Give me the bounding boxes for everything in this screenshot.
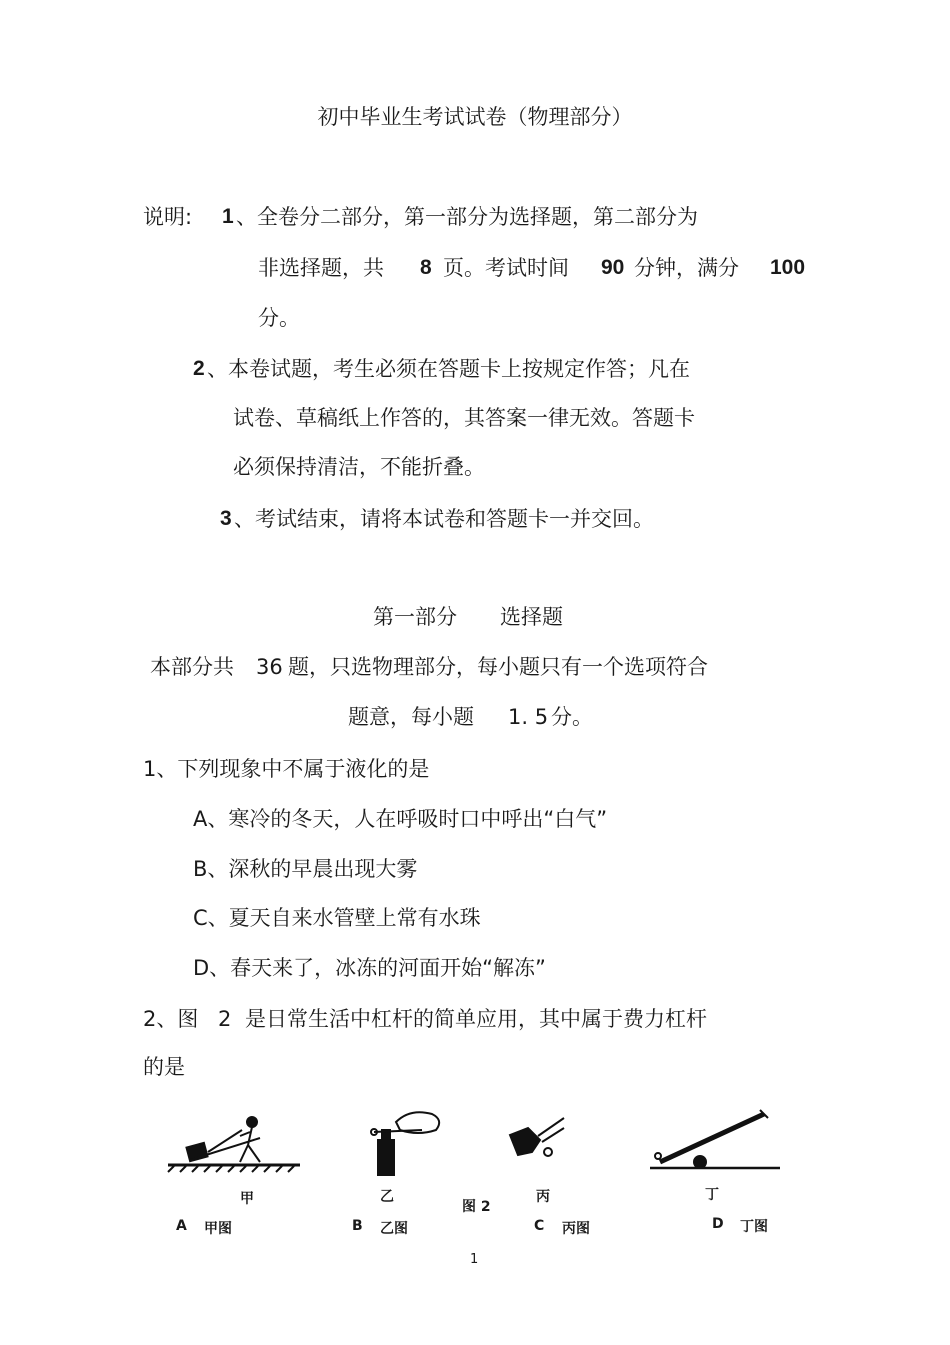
figure-sublabel-bing: 丙 <box>536 1189 550 1205</box>
figure-2 <box>160 1100 800 1240</box>
note-1-line-1: 、全卷分二部分，第一部分为选择题，第二部分为 <box>236 205 698 229</box>
figure-option-d-text: 丁图 <box>740 1219 768 1235</box>
q2-stem-line-2: 的是 <box>143 1055 185 1079</box>
section-intro-d: 分。 <box>551 705 593 729</box>
figure-yi-drawing <box>371 1112 439 1175</box>
note-3-line-1: 、考试结束，请将本试卷和答题卡一并交回。 <box>234 507 654 531</box>
figure-caption: 图 2 <box>462 1199 491 1215</box>
figure-sublabel-jia: 甲 <box>240 1191 254 1207</box>
figure-sublabel-ding: 丁 <box>705 1187 719 1203</box>
section-title-a: 第一部分 <box>373 605 457 629</box>
figure-option-b-text: 乙图 <box>380 1221 408 1237</box>
section-intro-c: 题意，每小题 <box>348 705 474 729</box>
q1-option-d: D、春天来了，冰冻的河面开始“解冻” <box>193 956 546 980</box>
q1-option-c: C、夏天自来水管壁上常有水珠 <box>193 906 481 930</box>
note-1-line-2a: 非选择题，共 <box>258 256 384 280</box>
q1-option-a: A、寒冷的冬天，人在呼吸时口中呼出“白气” <box>193 807 608 831</box>
q2-stem-b: 是日常生活中杠杆的简单应用，其中属于费力杠杆 <box>245 1007 707 1031</box>
figure-jia-drawing <box>168 1117 300 1172</box>
q1-stem: 1、下列现象中不属于液化的是 <box>143 757 430 781</box>
q2-stem-figure: 2 <box>218 1007 232 1031</box>
note-1-time: 90 <box>601 256 625 279</box>
figure-option-b-letter: B <box>352 1218 363 1234</box>
note-2-number: 2 <box>193 357 205 380</box>
note-1-line-3: 分。 <box>258 306 300 330</box>
figure-option-c-text: 丙图 <box>562 1221 590 1237</box>
note-1-pages: 8 <box>420 256 432 279</box>
note-1-line-2b: 页。考试时间 <box>443 256 569 280</box>
note-3-number: 3 <box>220 507 232 530</box>
q2-stem-a: 2、图 <box>143 1007 199 1031</box>
section-title-b: 选择题 <box>500 605 563 629</box>
section-intro-count: 36 <box>256 655 283 679</box>
note-1-score: 100 <box>770 256 806 279</box>
figure-2-drawing <box>160 1100 800 1240</box>
note-2-line-2: 试卷、草稿纸上作答的，其答案一律无效。答题卡 <box>233 406 695 430</box>
note-2-line-1: 、本卷试题，考生必须在答题卡上按规定作答；凡在 <box>207 357 690 381</box>
page-title: 初中毕业生考试试卷（物理部分） <box>317 105 633 129</box>
figure-option-a-text: 甲图 <box>204 1221 232 1237</box>
figure-bing-drawing <box>510 1118 564 1156</box>
section-intro-score: 1. 5 <box>508 705 549 729</box>
figure-option-c-letter: C <box>534 1218 545 1234</box>
page-number: 1 <box>470 1252 479 1267</box>
figure-option-a-letter: A <box>176 1218 187 1234</box>
note-1-number: 1 <box>222 205 234 228</box>
figure-sublabel-yi: 乙 <box>380 1189 394 1205</box>
note-2-line-3: 必须保持清洁，不能折叠。 <box>233 455 485 479</box>
q1-option-b: B、深秋的早晨出现大雾 <box>193 857 418 881</box>
notes-label: 说明: <box>143 205 193 229</box>
note-1-line-2c: 分钟，满分 <box>634 256 739 280</box>
figure-ding-drawing <box>650 1110 780 1168</box>
section-intro-b: 题，只选物理部分，每小题只有一个选项符合 <box>288 655 708 679</box>
section-intro-a: 本部分共 <box>150 655 234 679</box>
figure-option-d-letter: D <box>712 1216 724 1232</box>
